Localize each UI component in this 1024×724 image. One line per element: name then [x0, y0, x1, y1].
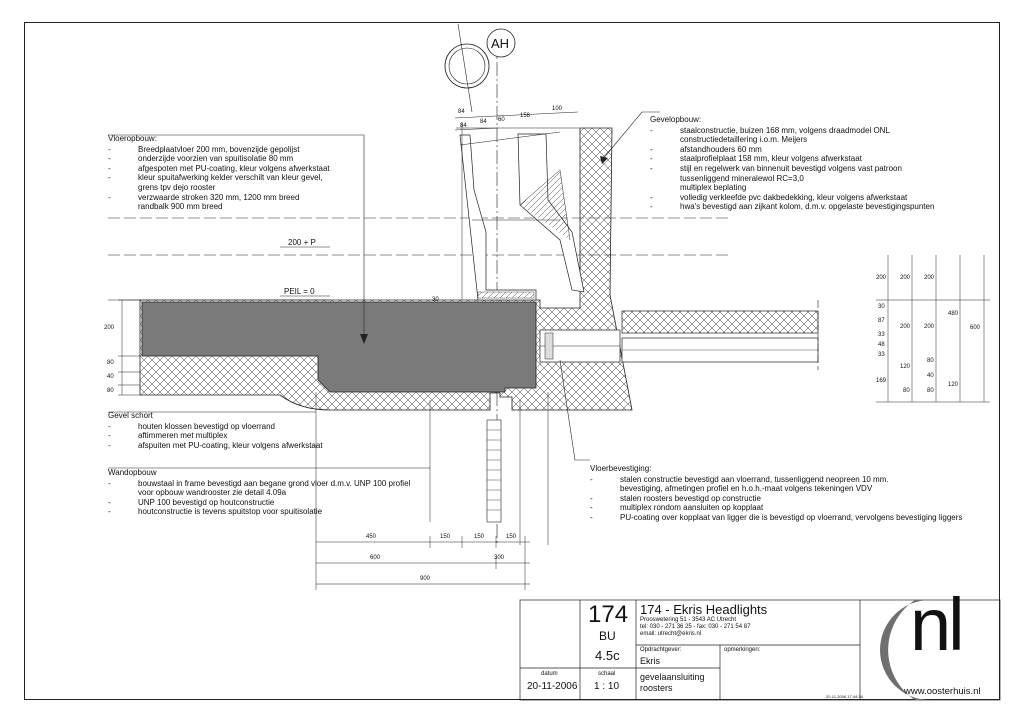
dim-bottom: 150	[474, 534, 485, 540]
note-item: - kleur spuitafwerking kelder verschilt van kleur gevel,	[108, 173, 330, 183]
dim-right: 169	[876, 378, 887, 384]
dim-bottom: 150	[440, 534, 451, 540]
note-item: - afgespoten met PU-coating, kleur volgens afwerkstaat	[108, 164, 330, 174]
dim-left: 200	[104, 325, 115, 331]
note-item: multiplex beplating	[680, 183, 747, 193]
dim-right: 200	[900, 275, 911, 281]
tb-subject1: gevelaansluiting	[640, 672, 705, 682]
dim-top: 60	[498, 117, 505, 123]
level-upper: 200 + P	[288, 238, 316, 247]
tb-scale-label: schaal	[598, 671, 616, 677]
note-gevelopbouw	[650, 115, 934, 212]
dim-bottom: 600	[370, 555, 381, 561]
tb-stamp: 20-11-2006 17:44:36	[826, 694, 863, 699]
note-list	[108, 479, 410, 517]
dim-right: 80	[927, 358, 934, 364]
note-item: randbalk 900 mm breed	[138, 202, 223, 212]
note-item: - verzwaarde stroken 320 mm, 1200 mm breed	[108, 193, 330, 203]
tb-address: Prooswetering 51 - 3543 AC Utrecht	[640, 617, 737, 623]
note-item: - onderzijde voorzien van spuitisolatie 80 mm	[108, 154, 330, 164]
dim-right: 200	[924, 275, 935, 281]
note-item: - UNP 100 bevestigd op houtconstructie	[108, 498, 410, 508]
note-item: - stalen constructie bevestigd aan vloerrand, tussenliggend neopreen 10 mm.	[590, 475, 962, 485]
tb-remarks-label: opmerkingen:	[724, 647, 761, 653]
grid-label: AH	[491, 36, 510, 51]
note-item: - staalconstructie, buizen 168 mm, volgens draadmodel ONL	[650, 126, 934, 136]
dim-bottom: 300	[494, 555, 505, 561]
tb-detail: 4.5c	[595, 648, 620, 663]
tb-scale: 1 : 10	[594, 681, 620, 692]
tb-subject2: roosters	[640, 683, 673, 693]
note-wandopbouw	[108, 468, 410, 517]
dim-30: 30	[432, 297, 439, 303]
tb-date-label: datum	[541, 671, 558, 677]
dim-left: 80	[107, 360, 114, 366]
dim-right: 33	[878, 332, 885, 338]
dim-right: 120	[900, 364, 911, 370]
note-title: Gevel schort	[108, 411, 153, 420]
note-item: grens tpv dejo rooster	[138, 182, 216, 192]
note-gevelschort	[108, 411, 323, 450]
note-vloeropbouw	[108, 134, 330, 212]
dim-right: 40	[927, 373, 934, 379]
logo-text: nl	[910, 583, 962, 666]
dim-right: 87	[878, 318, 885, 324]
dim-top: 84	[480, 119, 487, 125]
dim-right: 120	[948, 382, 959, 388]
note-item: - staalprofielplaat 158 mm, kleur volgens afwerkstaat	[650, 154, 934, 164]
note-item: voor opbouw wandrooster zie detail 4.09a	[138, 488, 287, 498]
note-item: bevestiging, afmetingen profiel en h.o.h.-maat volgens tekeningen VDV	[620, 484, 873, 494]
dim-left: 40	[107, 374, 114, 380]
note-item: - afspuiten met PU-coating, kleur volgens afwerkstaat	[108, 441, 323, 451]
dim-right: 200	[876, 275, 887, 281]
note-item: - multiplex rondom aansluiten op kopplaat	[590, 503, 962, 513]
tb-project: 174 - Ekris Headlights	[640, 602, 768, 617]
note-vloerbevestiging	[590, 464, 962, 523]
note-item: - aftimmeren met multiplex	[108, 431, 323, 441]
dim-right: 48	[878, 342, 885, 348]
tb-phone: tel: 030 - 271 36 25 - fax: 030 - 271 54 87	[640, 624, 751, 630]
note-item: - bouwstaal in frame bevestigd aan begane grond vloer d.m.v. UNP 100 profiel	[108, 479, 410, 489]
note-item: - houten klossen bevestigd op vloerrand	[108, 422, 323, 432]
dim-right: 80	[927, 388, 934, 394]
note-item: - stijl en regelwerk van binnenuit bevestigd volgens vast patroon	[650, 164, 934, 174]
note-title: Vloeropbouw:	[108, 134, 157, 143]
tb-code: BU	[599, 629, 616, 643]
tb-client-label: Opdrachtgever:	[640, 647, 682, 653]
tb-client: Ekris	[640, 656, 660, 666]
wall-grating	[487, 420, 501, 522]
note-item: constructiedetaillering i.o.m. Meijers	[680, 135, 808, 145]
dim-right: 33	[878, 352, 885, 358]
note-item: - volledig verkleefde pvc dakbedekking, kleur volgens afwerkstaat	[650, 193, 934, 203]
tb-number: 174	[588, 601, 629, 628]
dim-bottom: 150	[506, 534, 517, 540]
dim-top: 84	[460, 123, 467, 129]
note-title: Vloerbevestiging:	[590, 464, 652, 473]
note-item: - hwa's bevestigd aan zijkant kolom, d.m.v. opgelaste bevestigingspunten	[650, 202, 934, 212]
dim-top: 100	[552, 106, 563, 112]
dim-left: 80	[107, 388, 114, 394]
tb-website: www.oosterhuis.nl	[904, 686, 981, 697]
dim-right: 600	[970, 325, 981, 331]
note-item: - houtconstructie is tevens spuitstop voor spuitisolatie	[108, 507, 410, 517]
note-item: - Breedplaatvloer 200 mm, bovenzijde gepolijst	[108, 145, 330, 155]
note-item: - stalen roosters bevestigd op constructie	[590, 494, 962, 504]
dim-right: 80	[903, 388, 910, 394]
dim-top: 84	[458, 109, 465, 115]
tb-date: 20-11-2006	[527, 681, 578, 692]
grating-beam-top	[622, 311, 818, 333]
note-list	[108, 145, 330, 212]
dim-top: 158	[520, 113, 531, 119]
note-item: tussenliggend mineralewol RC=3,0	[680, 173, 804, 183]
dim-bottom: 900	[420, 576, 431, 582]
note-list	[590, 475, 962, 523]
dim-bottom: 450	[366, 534, 377, 540]
note-item: - PU-coating over kopplaat van ligger die is bevestigd op vloerrand, vervolgens bevestiging liggers	[590, 513, 962, 523]
note-list	[650, 126, 934, 212]
note-item: - afstandhouders 60 mm	[650, 145, 934, 155]
level-peil: PEIL = 0	[284, 287, 315, 296]
dim-right: 30	[878, 304, 885, 310]
tb-email: email: utrecht@ekris.nl	[640, 631, 702, 637]
note-title: Gevelopbouw:	[650, 115, 702, 124]
dim-right: 200	[924, 324, 935, 330]
note-title: Wandopbouw	[108, 468, 157, 477]
dim-right: 200	[900, 324, 911, 330]
dim-right: 480	[948, 311, 959, 317]
note-list	[108, 422, 323, 451]
